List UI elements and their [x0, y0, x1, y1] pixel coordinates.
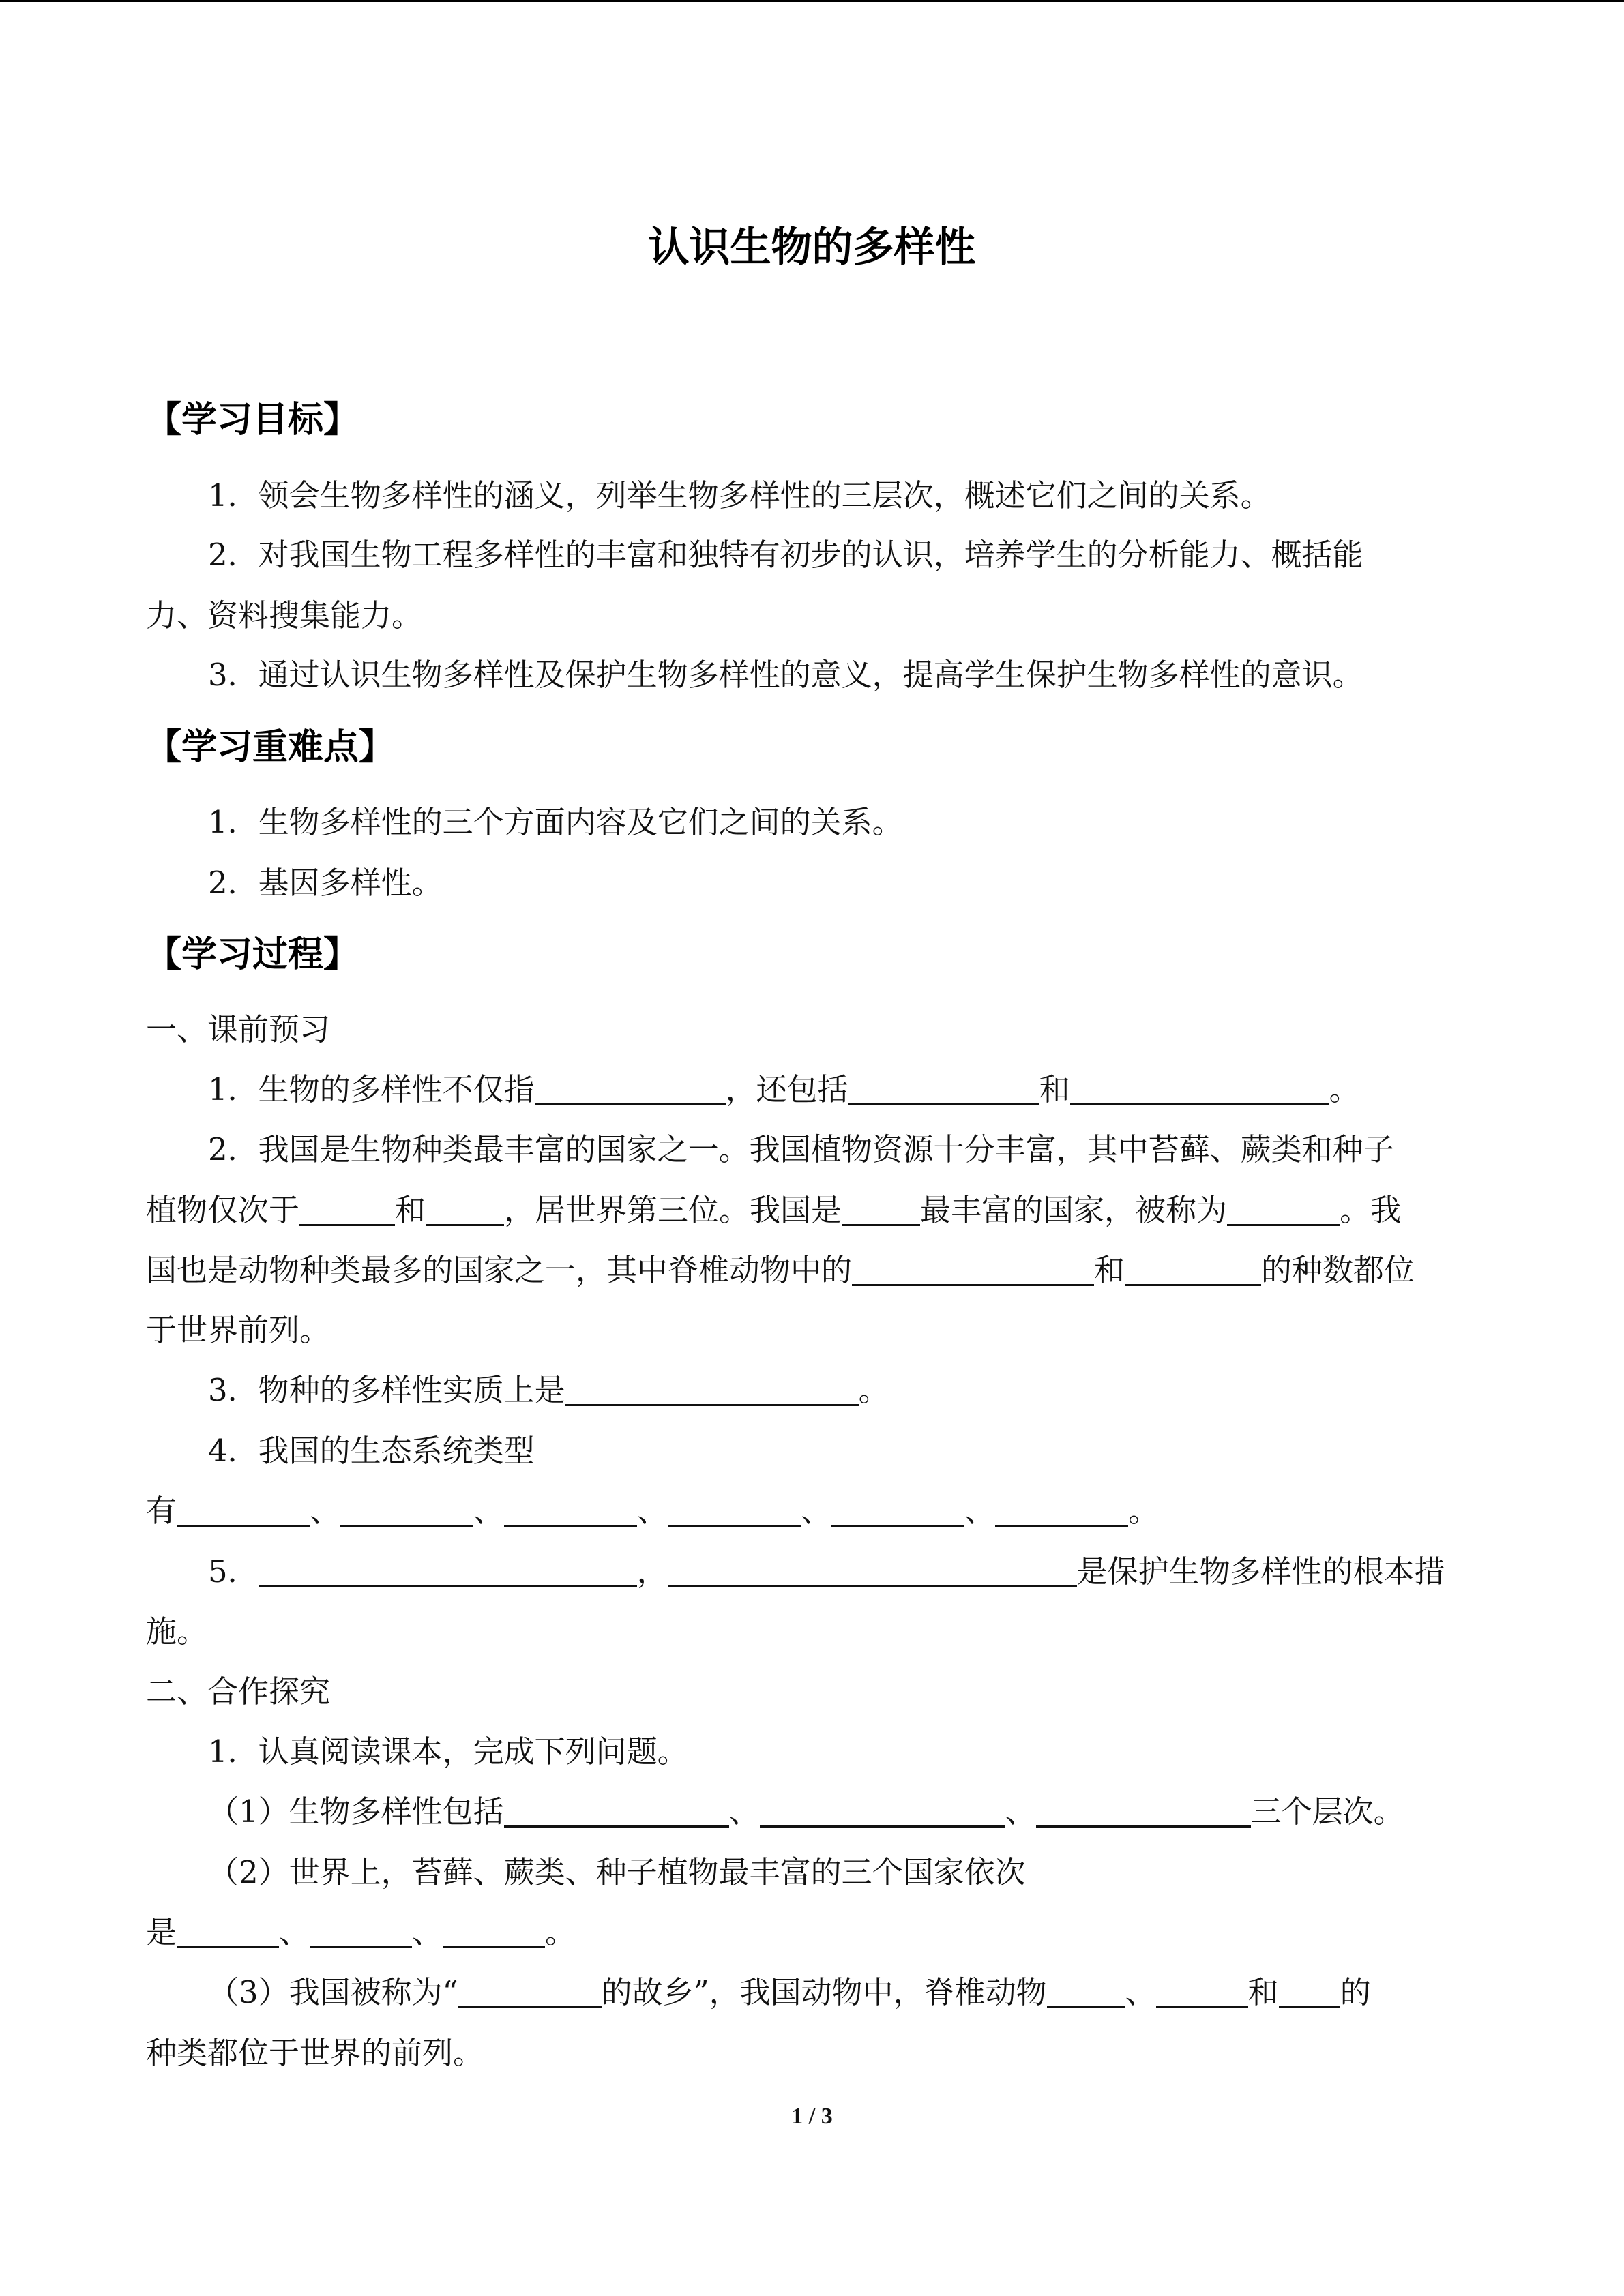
- preview-question-2-line-4: 于世界前列。: [146, 1312, 331, 1348]
- explore-part-3-line-1: （3）我国被称为“ 的故乡”，我国动物中，脊椎动物 、 和 的: [208, 1972, 1371, 2013]
- preview-question-2-line-3: 国也是动物种类最多的国家之一，其中脊椎动物中的 和 的种数都位: [146, 1250, 1415, 1291]
- answer-blank[interactable]: [831, 1491, 964, 1527]
- answer-blank[interactable]: [1156, 1972, 1248, 2008]
- preview-question-3: 3．物种的多样性实质上是 。: [208, 1370, 889, 1411]
- answer-blank[interactable]: [1036, 1791, 1251, 1828]
- answer-blank[interactable]: [458, 1972, 602, 2008]
- answer-blank[interactable]: [535, 1069, 726, 1105]
- explore-part-1: （1）生物多样性包括 、 、 三个层次。: [208, 1791, 1404, 1832]
- section-heading-process: 【学习过程】: [146, 934, 359, 975]
- page-number: 1 / 3: [791, 2104, 833, 2129]
- section-heading-objectives: 【学习目标】: [146, 400, 359, 441]
- page-title: 认识生物的多样性: [648, 224, 976, 271]
- answer-blank[interactable]: [760, 1791, 1005, 1828]
- objective-2-line-2: 力、资料搜集能力。: [146, 597, 423, 633]
- answer-blank[interactable]: [177, 1912, 279, 1948]
- answer-blank[interactable]: [565, 1370, 859, 1406]
- answer-blank[interactable]: [504, 1491, 637, 1527]
- answer-blank[interactable]: [340, 1491, 473, 1527]
- answer-blank[interactable]: [668, 1491, 801, 1527]
- explore-part-3-line-2: 种类都位于世界的前列。: [146, 2035, 484, 2071]
- preview-question-4-line-1: 4．我国的生态系统类型: [208, 1433, 535, 1469]
- answer-blank[interactable]: [299, 1190, 395, 1226]
- keypoint-2: 2．基因多样性。: [208, 865, 443, 901]
- explore-part-2-line-1: （2）世界上，苔藓、蕨类、种子植物最丰富的三个国家依次: [208, 1854, 1026, 1890]
- explore-part-2-line-2: 是 、 、 。: [146, 1912, 576, 1953]
- preview-question-4-line-2: 有 、 、 、 、 、 。: [146, 1491, 1159, 1532]
- answer-blank[interactable]: [995, 1491, 1128, 1527]
- preview-heading: 一、课前预习: [146, 1011, 331, 1047]
- answer-blank[interactable]: [504, 1791, 729, 1828]
- preview-question-1: 1．生物的多样性不仅指 ，还包括 和 。: [208, 1069, 1360, 1110]
- preview-question-5-line-1: 5． ， 是保护生物多样性的根本措: [208, 1551, 1445, 1592]
- answer-blank[interactable]: [1227, 1190, 1340, 1226]
- preview-question-2-line-2: 植物仅次于 和 ，居世界第三位。我国是 最丰富的国家，被称为 。我: [146, 1190, 1401, 1231]
- preview-question-2-line-1: 2．我国是生物种类最丰富的国家之一。我国植物资源十分丰富，其中苔藓、蕨类和种子: [208, 1131, 1394, 1167]
- preview-question-5-line-2: 施。: [146, 1613, 208, 1650]
- answer-blank[interactable]: [1279, 1972, 1340, 2008]
- explore-heading: 二、合作探究: [146, 1673, 331, 1710]
- answer-blank[interactable]: [1047, 1972, 1125, 2008]
- objective-1: 1．领会生物多样性的涵义，列举生物多样性的三层次，概述它们之间的关系。: [208, 477, 1271, 513]
- answer-blank[interactable]: [443, 1912, 545, 1948]
- answer-blank[interactable]: [848, 1069, 1039, 1105]
- answer-blank[interactable]: [852, 1250, 1094, 1286]
- answer-blank[interactable]: [668, 1551, 1077, 1587]
- answer-blank[interactable]: [1125, 1250, 1261, 1286]
- objective-2-line-1: 2．对我国生物工程多样性的丰富和独特有初步的认识，培养学生的分析能力、概括能: [208, 537, 1363, 573]
- objective-3: 3．通过认识生物多样性及保护生物多样性的意义，提高学生保护生物多样性的意识。: [208, 657, 1363, 693]
- answer-blank[interactable]: [1070, 1069, 1329, 1105]
- answer-blank[interactable]: [310, 1912, 412, 1948]
- answer-blank[interactable]: [426, 1190, 504, 1226]
- explore-intro: 1．认真阅读课本，完成下列问题。: [208, 1733, 688, 1770]
- answer-blank[interactable]: [259, 1551, 637, 1587]
- section-heading-keypoints: 【学习重难点】: [146, 727, 395, 768]
- answer-blank[interactable]: [177, 1491, 310, 1527]
- keypoint-1: 1．生物多样性的三个方面内容及它们之间的关系。: [208, 804, 903, 840]
- answer-blank[interactable]: [842, 1190, 920, 1226]
